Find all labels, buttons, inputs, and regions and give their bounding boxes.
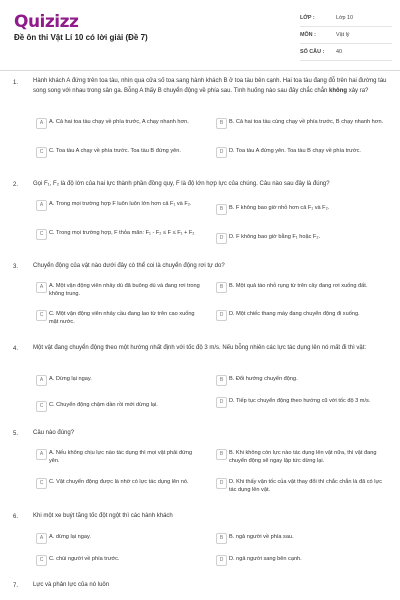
question-text-part: Hành khách A đứng trên toa tàu, nhìn qua cửa số toa sang hành khách B ở toa tàu bên cạnh. Hai toa tàu đang đỗ trên hai đường tàu song song với nhau trong sân ga. Bỗng A thấy B chuyển động về phía sau. Tình huống nào sau đây chắc chắn xyxy=(33,78,387,94)
option-text: C. chúi người về phía trước. xyxy=(49,556,120,562)
option-letter: B xyxy=(216,449,227,460)
meta-row-count xyxy=(300,46,392,61)
question-text-bold: không xyxy=(329,87,348,94)
option-text: A. Cả hai toa tàu chạy về phía trước, A chạy nhanh hơn. xyxy=(49,119,189,125)
question-number: 3. xyxy=(13,264,19,270)
option-text: B. F không bao giờ nhỏ hơn cả F₁ và F₂. xyxy=(229,205,330,211)
option-letter: B xyxy=(216,375,227,386)
option-letter: A xyxy=(36,282,47,293)
quizizz-logo: Quizizz xyxy=(14,12,79,32)
option-letter: C xyxy=(36,555,47,566)
option-text: D. F không bao giờ bằng F₁ hoặc F₂. xyxy=(229,234,321,240)
option-letter: B xyxy=(216,204,227,215)
option-text: A. Dừng lại ngay. xyxy=(49,376,92,382)
question-text: Khi một xe buýt tăng tốc đột ngột thì các hành khách xyxy=(33,513,173,519)
question-text xyxy=(33,77,388,96)
meta-row-class xyxy=(300,12,392,27)
option-text: B. ngả người về phía sau. xyxy=(229,534,294,540)
option-letter: D xyxy=(216,555,227,566)
question-text-part: xảy ra? xyxy=(347,87,369,94)
option-text: B. Đổi hướng chuyển động. xyxy=(229,376,298,382)
option-text: D. Toa tàu A đứng yên. Toa tàu B chạy về phía trước. xyxy=(229,148,361,154)
option-text: C. Chuyển động chậm dần rồi mới dừng lại. xyxy=(49,402,158,408)
question-text: Chuyển động của vật nào dưới đây có thể coi là chuyển động rơi tự do? xyxy=(33,263,225,269)
meta-label: MÔN : xyxy=(300,32,316,38)
option-text: B. Một quả táo nhỏ rụng từ trên cây đang rơi xuống đất. xyxy=(229,283,368,289)
meta-value: Lớp 10 xyxy=(336,15,354,21)
question-number: 4. xyxy=(13,346,19,352)
question-number: 1. xyxy=(13,80,19,86)
option-text: C. Trong mọi trường hợp, F thỏa mãn: F₁ - F₂ ≤ F ≤ F₁ + F₂ xyxy=(49,230,195,236)
page-title: Đề ôn thi Vật Lí 10 có lời giải (Đề 7) xyxy=(14,33,148,42)
option-text: C. Một vận động viên nhảy cầu đang lao từ trên cao xuống mặt nước. xyxy=(49,311,195,325)
option-text: A. Một vận động viên nhảy dù đã buông dù và đang rơi trong không trung. xyxy=(49,283,200,297)
question-text: Một vật đang chuyển động theo một hướng nhất định với tốc độ 3 m/s. Nếu bỗng nhiên các lực tác dụng lên nó mất đi thì vật: xyxy=(33,345,367,351)
option-letter: D xyxy=(216,397,227,408)
option-text: D. Một chiếc thang máy đang chuyển động đi xuống. xyxy=(229,311,360,317)
option-letter: C xyxy=(36,147,47,158)
question-number: 7. xyxy=(13,583,19,589)
meta-value: Vật lý xyxy=(336,32,350,38)
meta-label: SỐ CÂU : xyxy=(300,49,325,55)
option-letter: A xyxy=(36,375,47,386)
option-text: D. Tiếp tục chuyển động theo hướng cũ với tốc độ 3 m/s. xyxy=(229,398,371,404)
option-text: C. Toa tàu A chạy về phía trước. Toa tàu B đứng yên. xyxy=(49,148,181,154)
option-letter: A xyxy=(36,118,47,129)
option-text: A. Trong mọi trường hợp F luôn luôn lớn hơn cả F₁ và F₂. xyxy=(49,201,192,207)
option-letter: D xyxy=(216,478,227,489)
question-number: 6. xyxy=(13,514,19,520)
option-text: B. Khi không còn lực nào tác dụng lên vật nữa, thì vật đang chuyển động sẽ ngay lập tức dừng lại. xyxy=(229,450,377,464)
option-text: A. Nếu không chịu lực nào tác dụng thì mọi vật phải đứng yên. xyxy=(49,450,193,464)
option-letter: A xyxy=(36,533,47,544)
option-text: B. Cả hai toa tàu cùng chạy về phía trước, B chạy nhanh hơn. xyxy=(229,119,384,125)
option-letter: B xyxy=(216,282,227,293)
option-letter: A xyxy=(36,449,47,460)
option-text: A. dừng lại ngay. xyxy=(49,534,91,540)
header-divider xyxy=(0,70,400,71)
meta-label: LỚP : xyxy=(300,15,315,21)
option-text: D. ngả người sang bên cạnh. xyxy=(229,556,302,562)
option-text: C. Vật chuyển động được là nhờ có lực tác dụng lên nó. xyxy=(49,479,189,485)
question-number: 2. xyxy=(13,182,19,188)
option-letter: C xyxy=(36,478,47,489)
meta-row-subject xyxy=(300,29,392,44)
option-text: D. Khi thấy vận tốc của vật thay đổi thì chắc chắn là đã có lực tác dụng lên vật. xyxy=(229,479,382,493)
meta-value: 40 xyxy=(336,49,342,55)
question-number: 5. xyxy=(13,431,19,437)
question-text: Lực và phản lực của nó luôn xyxy=(33,582,110,588)
option-letter: D xyxy=(216,310,227,321)
option-letter: D xyxy=(216,147,227,158)
option-letter: C xyxy=(36,229,47,240)
option-letter: C xyxy=(36,310,47,321)
option-letter: C xyxy=(36,401,47,412)
option-letter: B xyxy=(216,118,227,129)
option-letter: B xyxy=(216,533,227,544)
worksheet-header xyxy=(0,0,400,72)
question-text: Gọi F₁, F₂ là độ lớn của hai lực thành phần đồng quy, F là độ lớn hợp lực của chúng. Câu nào sau đây là đúng? xyxy=(33,181,330,187)
question-text: Câu nào đúng? xyxy=(33,430,75,436)
option-letter: D xyxy=(216,233,227,244)
meta-box xyxy=(300,12,392,63)
option-letter: A xyxy=(36,200,47,211)
